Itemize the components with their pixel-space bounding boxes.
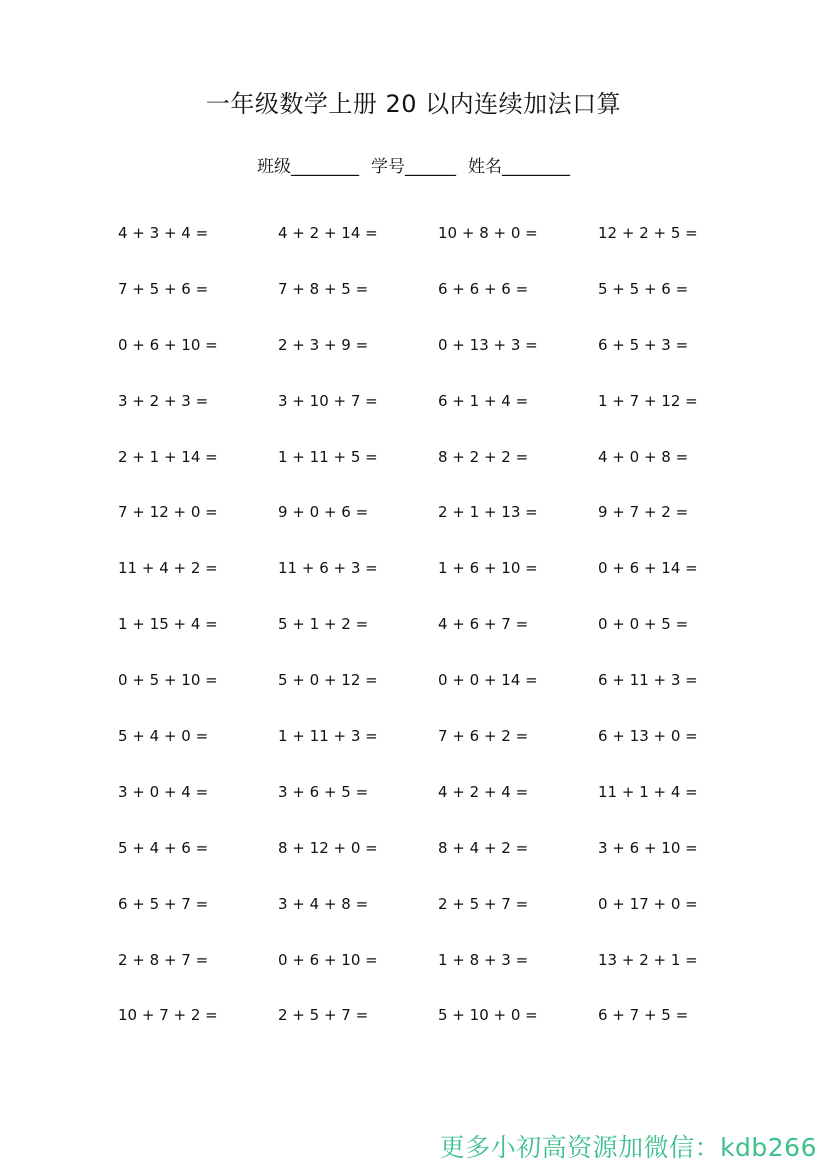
problem-item: 5 + 0 + 12 = — [278, 671, 378, 690]
problem-row — [118, 392, 758, 448]
problem-item: 1 + 11 + 5 = — [278, 447, 378, 466]
problem-item: 6 + 5 + 7 = — [118, 894, 209, 913]
problem-item: 3 + 10 + 7 = — [278, 391, 378, 410]
problem-item: 11 + 1 + 4 = — [598, 782, 698, 801]
student-name-field: 姓名________ — [468, 157, 570, 177]
problem-row — [118, 1006, 758, 1062]
problem-row — [118, 951, 758, 1007]
problem-item: 5 + 10 + 0 = — [438, 1006, 538, 1025]
problem-row — [118, 727, 758, 783]
problem-item: 0 + 6 + 14 = — [598, 559, 698, 578]
problem-row — [118, 671, 758, 727]
problem-item: 5 + 4 + 0 = — [118, 727, 209, 746]
problem-row — [118, 224, 758, 280]
class-field: 班级________ — [257, 157, 359, 177]
problem-item: 8 + 4 + 2 = — [438, 838, 529, 857]
problem-item: 4 + 2 + 4 = — [438, 782, 529, 801]
student-info-line — [0, 152, 827, 177]
problem-item: 13 + 2 + 1 = — [598, 950, 698, 969]
problem-item: 6 + 1 + 4 = — [438, 391, 529, 410]
problem-item: 3 + 4 + 8 = — [278, 894, 369, 913]
problem-item: 0 + 0 + 5 = — [598, 615, 689, 634]
problem-item: 7 + 12 + 0 = — [118, 503, 218, 522]
problem-item: 6 + 11 + 3 = — [598, 671, 698, 690]
problem-row — [118, 783, 758, 839]
problem-item: 2 + 1 + 13 = — [438, 503, 538, 522]
problem-item: 0 + 6 + 10 = — [118, 335, 218, 354]
problem-item: 9 + 7 + 2 = — [598, 503, 689, 522]
problem-item: 3 + 2 + 3 = — [118, 391, 209, 410]
problem-item: 2 + 8 + 7 = — [118, 950, 209, 969]
watermark-text: 更多小初高资源加微信：kdb266 — [439, 1133, 817, 1162]
problem-item: 11 + 6 + 3 = — [278, 559, 378, 578]
problem-item: 3 + 6 + 5 = — [278, 782, 369, 801]
problem-item: 2 + 5 + 7 = — [278, 1006, 369, 1025]
problem-item: 6 + 5 + 3 = — [598, 335, 689, 354]
problem-item: 4 + 0 + 8 = — [598, 447, 689, 466]
problem-item: 0 + 13 + 3 = — [438, 335, 538, 354]
problem-item: 5 + 4 + 6 = — [118, 838, 209, 857]
problem-row — [118, 559, 758, 615]
problem-item: 0 + 17 + 0 = — [598, 894, 698, 913]
problem-item: 7 + 5 + 6 = — [118, 279, 209, 298]
problem-item: 4 + 6 + 7 = — [438, 615, 529, 634]
problem-item: 6 + 6 + 6 = — [438, 279, 529, 298]
problem-row — [118, 503, 758, 559]
problem-item: 4 + 2 + 14 = — [278, 224, 378, 242]
problem-item: 2 + 5 + 7 = — [438, 894, 529, 913]
problem-item: 3 + 0 + 4 = — [118, 782, 209, 801]
problem-item: 9 + 0 + 6 = — [278, 503, 369, 522]
problem-item: 5 + 1 + 2 = — [278, 615, 369, 634]
problem-item: 2 + 1 + 14 = — [118, 447, 218, 466]
problem-item: 8 + 2 + 2 = — [438, 447, 529, 466]
problem-item: 7 + 6 + 2 = — [438, 727, 529, 746]
problem-row — [118, 280, 758, 336]
problem-item: 5 + 5 + 6 = — [598, 279, 689, 298]
problem-item: 1 + 6 + 10 = — [438, 559, 538, 578]
problem-item: 4 + 3 + 4 = — [118, 224, 209, 242]
problem-item: 1 + 8 + 3 = — [438, 950, 529, 969]
problem-item: 10 + 7 + 2 = — [118, 1006, 218, 1025]
problem-item: 1 + 7 + 12 = — [598, 391, 698, 410]
problem-item: 7 + 8 + 5 = — [278, 279, 369, 298]
page-title: 一年级数学上册 20 以内连续加法口算 — [205, 90, 622, 118]
problem-item: 11 + 4 + 2 = — [118, 559, 218, 578]
problem-item: 12 + 2 + 5 = — [598, 224, 698, 242]
problem-item: 6 + 7 + 5 = — [598, 1006, 689, 1025]
problem-item: 10 + 8 + 0 = — [438, 224, 538, 242]
problem-item: 0 + 6 + 10 = — [278, 950, 378, 969]
problem-item: 1 + 11 + 3 = — [278, 727, 378, 746]
problem-item: 0 + 0 + 14 = — [438, 671, 538, 690]
problem-item: 3 + 6 + 10 = — [598, 838, 698, 857]
problem-row — [118, 839, 758, 895]
problem-item: 1 + 15 + 4 = — [118, 615, 218, 634]
problem-item: 0 + 5 + 10 = — [118, 671, 218, 690]
problem-row — [118, 615, 758, 671]
problem-row — [118, 336, 758, 392]
problem-grid — [118, 224, 758, 1062]
problem-item: 2 + 3 + 9 = — [278, 335, 369, 354]
problem-row — [118, 448, 758, 504]
problem-item: 6 + 13 + 0 = — [598, 727, 698, 746]
student-number-field: 学号______ — [371, 157, 456, 177]
problem-item: 8 + 12 + 0 = — [278, 838, 378, 857]
problem-row — [118, 895, 758, 951]
